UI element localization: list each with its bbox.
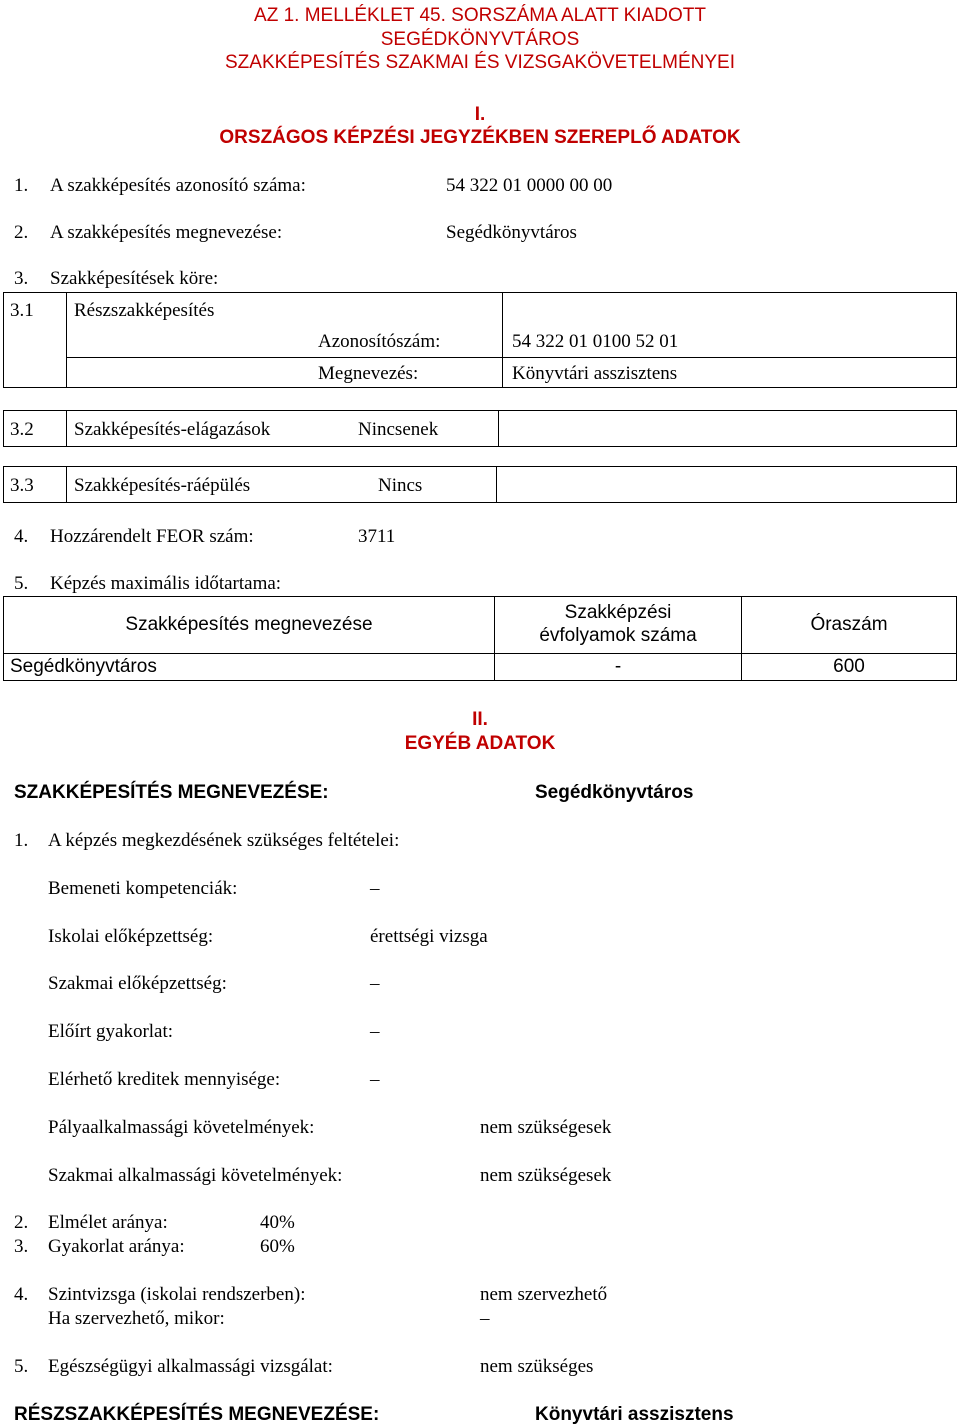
section1-roman: I. (474, 104, 486, 125)
duration-cell-name: Segédkönyvtáros (4, 654, 495, 681)
qualification-name-value: Segédkönyvtáros (535, 782, 694, 803)
prereq-value-credits: – (370, 1069, 380, 1090)
prereq-value-aptitude: nem szükségesek (480, 1165, 612, 1186)
prereq-num: 1. (14, 830, 29, 851)
exam-sub-value: – (480, 1308, 490, 1329)
prereq-label-career: Pályaalkalmassági követelmények: (48, 1117, 315, 1138)
theory-label: Elmélet aránya: (48, 1212, 168, 1233)
duration-num: 5. (14, 573, 29, 594)
prereq-value-practice: – (370, 1021, 380, 1042)
qualification-name-label: SZAKKÉPESÍTÉS MEGNEVEZÉSE: (14, 782, 329, 803)
duration-header-years (495, 597, 742, 654)
partial-label: Részszakképesítés (74, 300, 215, 321)
duration-label: Képzés maximális időtartama: (50, 573, 282, 594)
item2-value: Segédkönyvtáros (446, 222, 577, 243)
duration-header-name: Szakképesítés megnevezése (4, 597, 495, 654)
header-line-3: SZAKKÉPESÍTÉS SZAKMAI ÉS VIZSGAKÖVETELMÉNYEI (225, 52, 735, 73)
health-label: Egészségügyi alkalmassági vizsgálat: (48, 1356, 333, 1377)
practice-label: Gyakorlat aránya: (48, 1236, 185, 1257)
partial-id-label: Azonosítószám: (318, 331, 441, 352)
prereq-value-competencies: – (370, 878, 380, 899)
prereq-title: A képzés megkezdésének szükséges feltételei: (48, 830, 400, 851)
prereq-value-professional: – (370, 973, 380, 994)
health-num: 5. (14, 1356, 29, 1377)
prereq-label-practice: Előírt gyakorlat: (48, 1021, 174, 1042)
feor-num: 4. (14, 526, 29, 547)
item3-num: 3. (14, 268, 29, 289)
partial-name-label: Megnevezés: (318, 363, 419, 384)
exam-value: nem szervezhető (480, 1284, 608, 1305)
partial-qualification-name-value: Könyvtári asszisztens (535, 1404, 734, 1425)
buildup-label: Szakképesítés-ráépülés (74, 475, 251, 496)
item2-num: 2. (14, 222, 29, 243)
header-line-2: SEGÉDKÖNYVTÁROS (380, 29, 580, 50)
branches-num: 3.2 (10, 419, 34, 440)
partial-id-value: 54 322 01 0100 52 01 (512, 331, 679, 352)
duration-cell-hours: 600 (742, 654, 957, 681)
item3-label: Szakképesítések köre: (50, 268, 219, 289)
duration-header-years-line1: Szakképzési (564, 602, 672, 624)
exam-num: 4. (14, 1284, 29, 1305)
partial-name-value: Könyvtári asszisztens (512, 363, 678, 384)
item1-value: 54 322 01 0000 00 00 (446, 175, 613, 196)
practice-value: 60% (260, 1236, 295, 1257)
buildup-value: Nincs (378, 475, 423, 496)
prereq-label-professional: Szakmai előképzettség: (48, 973, 227, 994)
section2-roman: II. (472, 709, 488, 730)
duration-cell-years: - (495, 654, 742, 681)
practice-num: 3. (14, 1236, 29, 1257)
branches-value: Nincsenek (358, 419, 439, 440)
prereq-value-school: érettségi vizsga (370, 926, 488, 947)
theory-value: 40% (260, 1212, 295, 1233)
prereq-label-aptitude: Szakmai alkalmassági követelmények: (48, 1165, 343, 1186)
duration-header-years-line2: évfolyamok száma (539, 625, 697, 646)
item2-label: A szakképesítés megnevezése: (50, 222, 283, 243)
prereq-value-career: nem szükségesek (480, 1117, 612, 1138)
branches-label: Szakképesítés-elágazások (74, 419, 271, 440)
partial-qualification-name-label: RÉSZSZAKKÉPESÍTÉS MEGNEVEZÉSE: (14, 1404, 380, 1425)
prereq-label-credits: Elérhető kreditek mennyisége: (48, 1069, 281, 1090)
item1-label: A szakképesítés azonosító száma: (50, 175, 306, 196)
health-value: nem szükséges (480, 1356, 594, 1377)
prereq-label-school: Iskolai előképzettség: (48, 926, 214, 947)
section2-title: EGYÉB ADATOK (404, 733, 556, 754)
exam-sub-label: Ha szervezhető, mikor: (48, 1308, 225, 1329)
header-line-1: AZ 1. MELLÉKLET 45. SORSZÁMA ALATT KIADOTT (254, 5, 706, 26)
duration-header-hours: Óraszám (742, 597, 957, 654)
theory-num: 2. (14, 1212, 29, 1233)
partial-num: 3.1 (10, 300, 34, 321)
section1-title: ORSZÁGOS KÉPZÉSI JEGYZÉKBEN SZEREPLŐ ADATOK (219, 127, 741, 148)
prereq-label-competencies: Bemeneti kompetenciák: (48, 878, 238, 899)
duration-table (3, 596, 957, 681)
feor-value: 3711 (358, 526, 396, 547)
item1-num: 1. (14, 175, 29, 196)
buildup-num: 3.3 (10, 475, 34, 496)
feor-label: Hozzárendelt FEOR szám: (50, 526, 254, 547)
exam-label: Szintvizsga (iskolai rendszerben): (48, 1284, 306, 1305)
